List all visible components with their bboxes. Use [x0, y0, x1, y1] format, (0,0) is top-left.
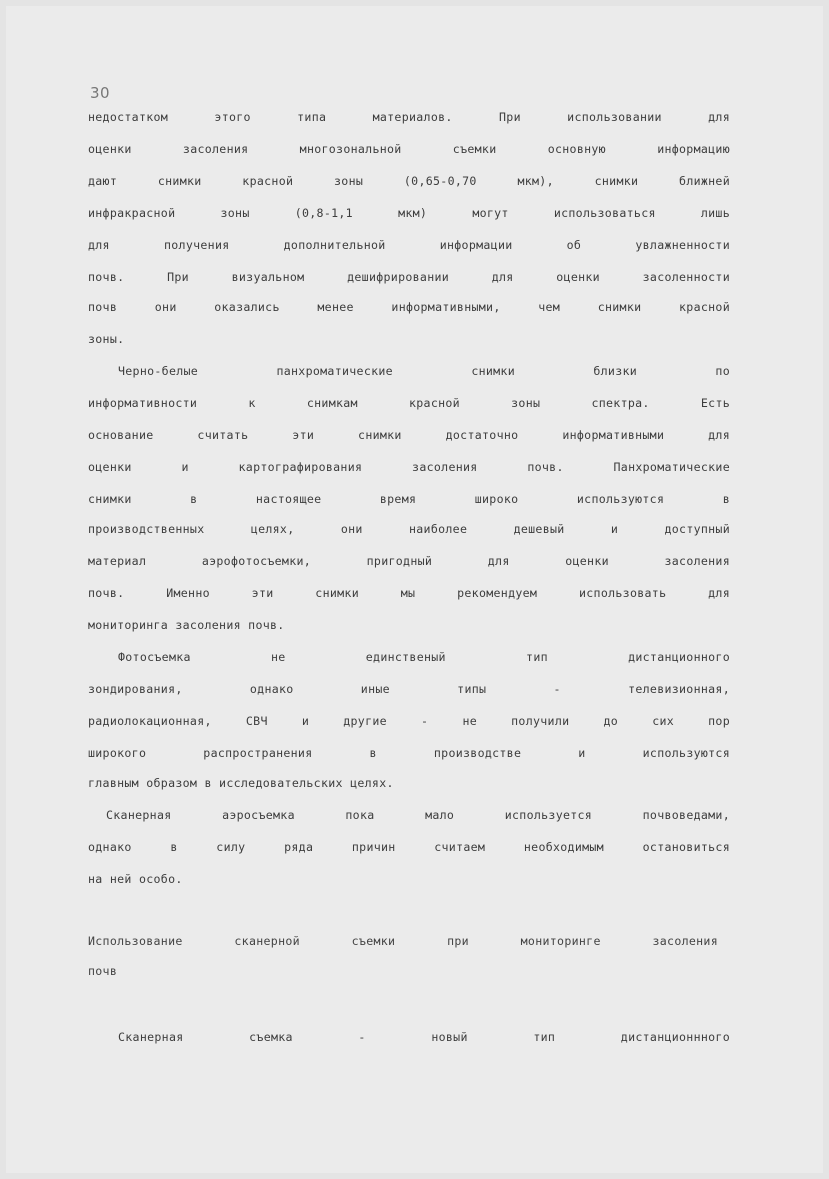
section-heading-text: почв: [88, 964, 118, 978]
text-line: Фотосъемка не единственый тип дистанционного: [118, 650, 730, 664]
text-line: Черно-белые панхроматические снимки близки по: [118, 364, 730, 378]
text-line: зондирования, однако иные типы - телевизионная,: [88, 682, 730, 696]
section-heading-text: Использование сканерной съемки при мониторинге засоления: [88, 934, 718, 948]
text-line: материал аэрофотосъемки, пригодный для оценки засоления: [88, 554, 730, 568]
text-line: радиолокационная, СВЧ и другие - не получили до сих пор: [88, 714, 730, 728]
text-line: оценки и картографирования засоления почв. Панхроматические: [88, 460, 730, 474]
text-line: почв. Именно эти снимки мы рекомендуем использовать для: [88, 586, 730, 600]
page-number: 30: [90, 84, 111, 102]
text-line: основание считать эти снимки достаточно информативными для: [88, 428, 730, 442]
text-line: мониторинга засоления почв.: [88, 618, 285, 632]
text-line: недостатком этого типа материалов. При использовании для: [88, 110, 730, 124]
text-line: почв. При визуальном дешифрировании для оценки засоленности: [88, 270, 730, 284]
section-heading-line: [88, 964, 730, 978]
text-line: дают снимки красной зоны (0,65-0,70 мкм), снимки ближней: [88, 174, 730, 188]
text-line: почв они оказались менее информативными, чем снимки красной: [88, 300, 730, 314]
text-line: информативности к снимкам красной зоны спектра. Есть: [88, 396, 730, 410]
text-line: Сканерная съемка - новый тип дистанционнного: [118, 1030, 730, 1044]
text-line: Сканерная аэросъемка пока мало используется почвоведами,: [106, 808, 730, 822]
text-line: зоны.: [88, 332, 125, 346]
section-heading-line: [88, 934, 718, 948]
text-line: оценки засоления многозональной съемки основную информацию: [88, 142, 730, 156]
text-line: однако в силу ряда причин считаем необходимым остановиться: [88, 840, 730, 854]
text-line: производственных целях, они наиболее дешевый и доступный: [88, 522, 730, 536]
text-line: широкого распространения в производстве и используются: [88, 746, 730, 760]
text-line: инфракрасной зоны (0,8-1,1 мкм) могут использоваться лишь: [88, 206, 730, 220]
text-line: снимки в настоящее время широко используются в: [88, 492, 730, 506]
text-line: для получения дополнительной информации об увлажненности: [88, 238, 730, 252]
text-line: на ней особо.: [88, 872, 183, 886]
text-line: главным образом в исследовательских целях.: [88, 776, 394, 790]
